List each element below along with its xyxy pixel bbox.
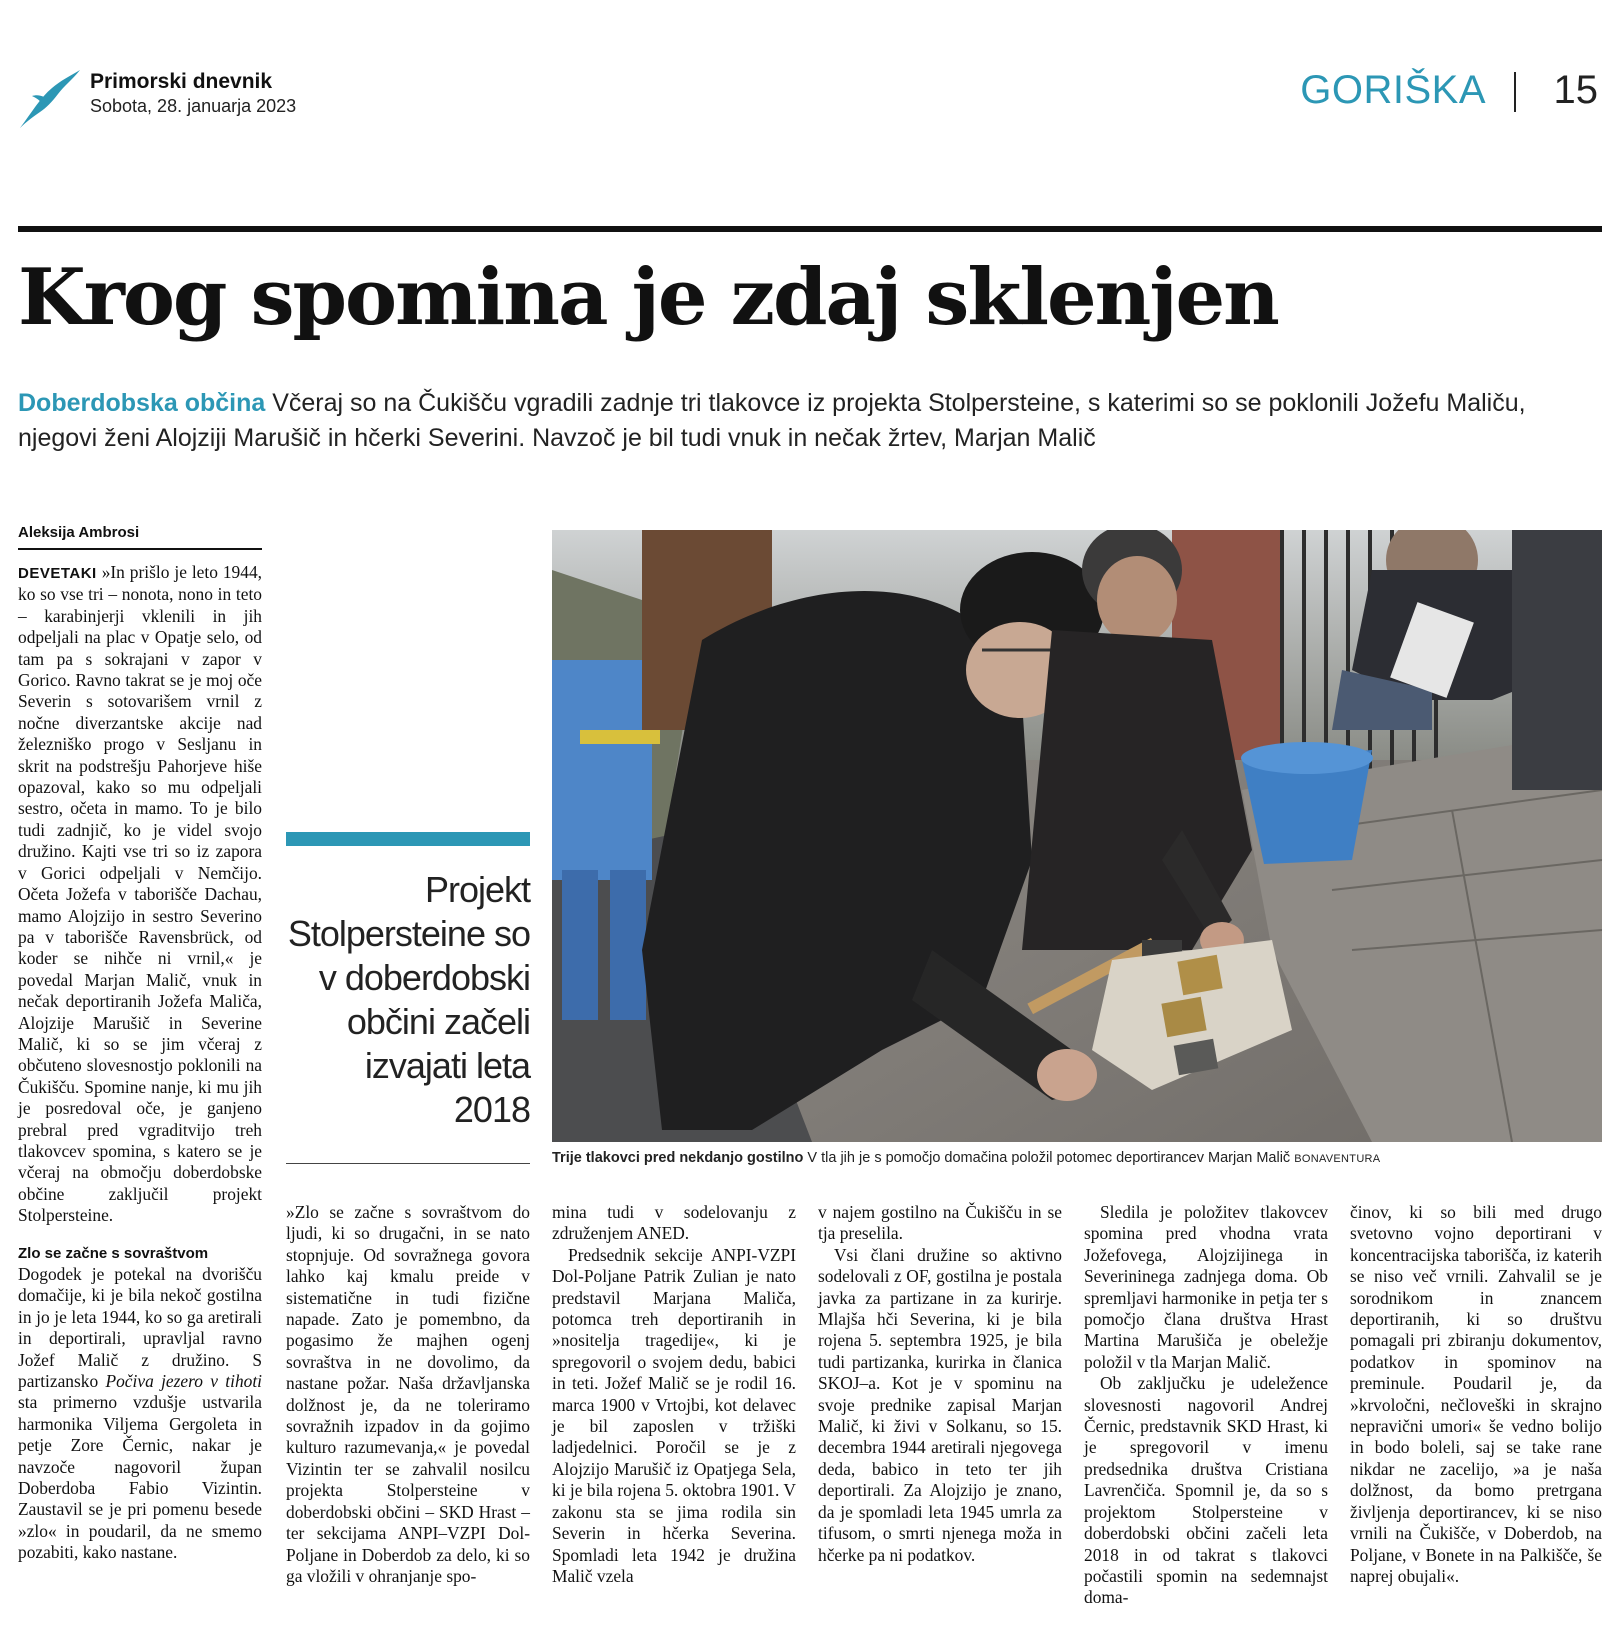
publication-name: Primorski dnevnik: [90, 70, 273, 93]
body-text: sta primerno vzdušje ustvarila harmonika Viljema Gergoleta in petje Zore Černic, nakar je navzoče nagovoril župan Doberdoba Fabio Vizintin. Zaustavil se je pri pomenu besede »zlo« in poudaril, da ne smemo pozabiti, kako nastane.: [18, 1392, 262, 1563]
body-paragraph: [18, 562, 262, 1227]
body-paragraph: [18, 1264, 262, 1564]
body-text: Dogodek je potekal na dvorišču domačije, ki je bila nekoč gostilna in jo je leta 1944, ko so ga aretirali in deportirali, upravljal ravno Jožef Malič z družino. S partizansko: [18, 1264, 262, 1392]
photo-credit: BONAVENTURA: [1294, 1153, 1381, 1165]
subheading: Zlo se začne s sovraštvom: [18, 1244, 209, 1262]
caption-text: V tla jih je s pomočjo domačina položil potomec deportirancev Marjan Malič: [807, 1150, 1291, 1166]
pull-quote-text: Projekt Stolpersteine so v doberdobski občini začeli izvajati leta 2018: [287, 869, 530, 1130]
caption-title: Trije tlakovci pred nekdanjo gostilno: [552, 1150, 804, 1166]
article-column-5: [1084, 1202, 1328, 1609]
seagull-logo-icon: [18, 68, 82, 130]
headline: Krog spomina je zdaj sklenjen: [18, 252, 1278, 343]
song-title: Počiva jezero v tihoti: [105, 1371, 262, 1392]
article-column-4: [818, 1202, 1062, 1566]
body-paragraph: činov, ki so bili med drugo svetovno vojno deportirani v koncentracijska taborišča, iz katerih se niso več vrnili. Zahvalil se je sorodnikom in znancem deportiranih, ki so društvu pomagali pri zbiranju dokumentov, podatkov in spominov na preminule. Poudaril je, da »krvoločni, nečloveški in skrajno nepravični umori« še vedno bolijo in bodo boleli, saj se take rane nikdar ne zacelijo, »a je naša dolžnost, da bomo pretrgana življenja deportirancev, ki se niso vrnili na Čukišče, v Doberdob, na Poljane, v Bonete in na Palkišče, še naprej obujali«.: [1350, 1202, 1602, 1586]
kicker: Doberdobska občina: [18, 389, 266, 417]
article-column-2: [286, 1202, 530, 1587]
body-paragraph: mina tudi v sodelovanju z združenjem ANED.: [552, 1202, 796, 1244]
pull-quote-bar: [286, 832, 530, 846]
lead-text: Včeraj so na Čukišču vgradili zadnje tri tlakovce iz projekta Stolpersteine, s katerimi so se poklonili Jožefu Maliču, njegovi ženi Alojziji Marušič in hčerki Severini. Navzoč je bil tudi vnuk in nečak žrtev, Marjan Malič: [18, 389, 1526, 452]
top-rule: [18, 226, 1602, 232]
article-column-1: [18, 562, 262, 1564]
article-column-6: [1350, 1202, 1602, 1587]
body-paragraph: v najem gostilno na Čukišču in se tja preselila.: [818, 1202, 1062, 1244]
body-text: »In prišlo je leto 1944, ko so vse tri – nonota, nono in teto – karabinjerji vklenili in jih odpeljali na plac v Opatje selo, od tam pa s sokrajani v zapor v Gorico. Ravno takrat se je moj oče Severin s sotovarišem vrnil z nočne diverzantske akcije nad železniško progo v Sesljanu in skrit na podstrešju Pahorjeve hiše opazoval, kako so mu odpeljali sestro, očeta in mamo. To je bilo tudi zadnjič, ko je videl svojo družino. Kajti vse tri so iz zapora v Gorici odpeljali v Nemčijo. Očeta Jožefa v taborišče Dachau, mamo Alojzijo in sestro Severino pa v taborišče Ravensbrück, od koder se nihče ni vrnil,« je povedal Marjan Malič, vnuk in nečak deportiranih Jožefa Maliča, Alojzije Marušič in Severine Malič, ki so se jim včeraj z občuteno slovesnostjo poklonili na Čukišču. Spomine nanje, ki mu jih je posredoval oče, je ganjeno prebral pred vgraditvijo treh tlakovcev spomina, s katero se je včeraj na območju doberdobske občine zaključil projekt Stolpersteine.: [18, 562, 262, 1226]
body-paragraph: »Zlo se začne s sovraštvom do ljudi, ki so drugačni, in se nato stopnjuje. Od sovražnega govora lahko kaj kmalu preide v sistematične in tudi fizične napade. Zato je pomembno, da pogasimo že majhen ogenj sovraštva in ne dovolimo, da nastane požar. Naša državljanska dolžnost je, da ne toleriramo sovražnih izpadov in da gojimo kulturo razumevanja,« je povedal Vizintin ter se zahvalil nosilcu projekta Stolpersteine v doberdobski občini – SKD Hrast – ter sekcijama ANPI–VZPI Dol-Poljane in Doberdob za delo, ki so ga vložili v ohranjanje spo-: [286, 1202, 530, 1586]
publication-date: Sobota, 28. januarja 2023: [90, 96, 297, 116]
page-number: 15: [1553, 68, 1598, 112]
article-column-3: [552, 1202, 796, 1587]
masthead: [18, 62, 1602, 142]
pull-quote: [286, 832, 530, 1164]
section-name: GORIŠKA: [1300, 68, 1486, 112]
byline: Aleksija Ambrosi: [18, 524, 262, 550]
body-paragraph: Vsi člani družine so aktivno sodelovali z OF, gostilna je postala javka za partizane in za kurirje. Mlajša hči Severina, ki je bila rojena 5. septembra 1925, je bila tudi partizanka, kurirka in članica SKOJ–a. Kot je v spominu na svoje prednike zapisal Marjan Malič, ki živi v Solkanu, so 15. decembra 1944 aretirali njegovega deda, babico in teto ter jih deportirali. Za Alojzijo je znano, da je spomladi leta 1945 umrla za tifusom, o smrti njenega moža in hčerke pa ni podatkov.: [818, 1244, 1062, 1565]
dateline: DEVETAKI: [18, 565, 97, 582]
article-photo: [552, 530, 1602, 1142]
body-paragraph: Ob zaključku je udeležence slovesnosti nagovoril Andrej Černic, predstavnik SKD Hrast, ki je spregovoril v imenu predsednika društva Cristiana Lavrenčiča. Spomnil je, da so s projektom Stolpersteine v doberdobski občini začeli leta 2018 in od takrat s tlakovci počastili spomin na sedemnajst doma-: [1084, 1373, 1328, 1608]
body-paragraph: Predsednik sekcije ANPI-VZPI Dol-Poljane Patrik Zulian je nato predstavil Marjana Maliča, potomca treh deportiranih in »nositelja tragedije«, ki je spregovoril o svojem dedu, babici in teti. Jožef Malič se je rodil 16. marca 1900 v Vrtojbi, kot delavec je bil zaposlen v tržiški ladjedelnici. Poročil se je z Alojzijo Marušič iz Opatjega Sela, ki je bila rojena 5. oktobra 1901. V zakonu sta se jima rodila sin Severin in hčerka Severina. Spomladi leta 1942 je družina Malič vzela: [552, 1244, 796, 1586]
photo-caption: [552, 1150, 1602, 1166]
lead-paragraph: [18, 386, 1602, 456]
body-paragraph: Sledila je položitev tlakovcev spomina pred vhodna vrata Jožefovega, Alojzijinega in Severininega zadnjega doma. Ob spremljavi harmonike in petja ter s pomočjo člana društva Hrast Martina Marušiča je obeležje položil v tla Marjan Malič.: [1084, 1202, 1328, 1372]
photo-illustration: [552, 530, 1602, 1142]
section-divider: [1514, 72, 1516, 112]
